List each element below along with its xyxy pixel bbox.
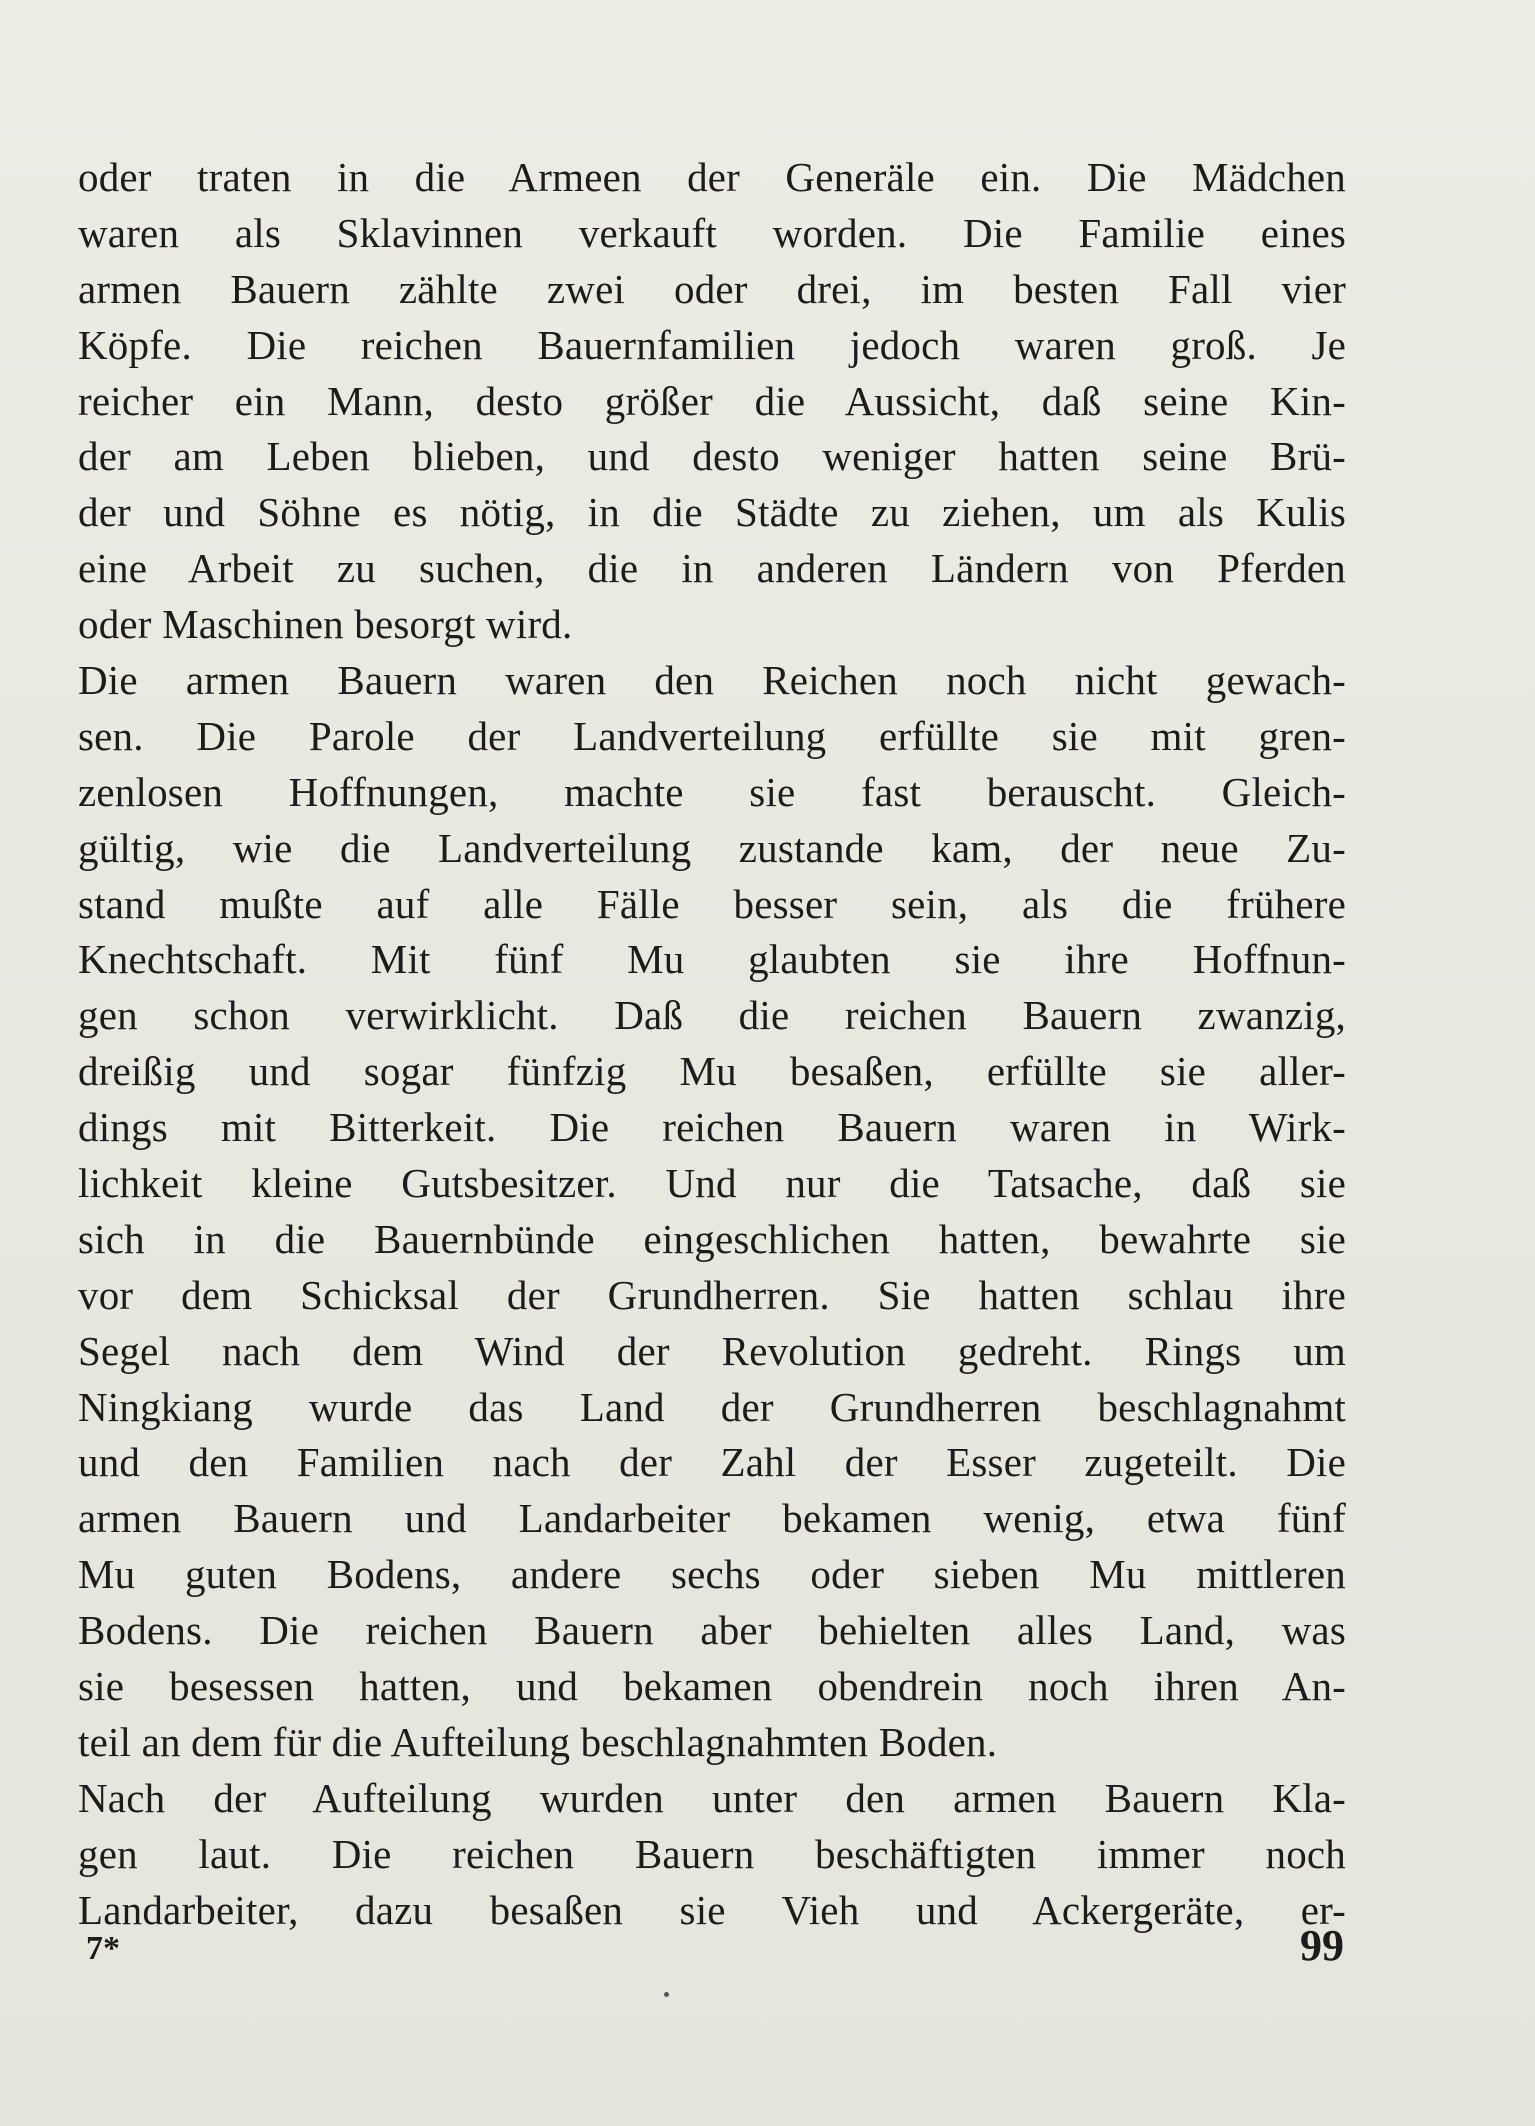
- text-line: eine Arbeit zu suchen, die in anderen Ländern von Pferden: [78, 545, 1346, 592]
- text-line: Nach der Aufteilung wurden unter den armen Bauern Kla-: [78, 1774, 1346, 1821]
- text-line: sen. Die Parole der Landverteilung erfüllte sie mit gren-: [78, 712, 1346, 759]
- text-line: oder Maschinen besorgt wird.: [78, 601, 573, 648]
- text-line: Landarbeiter, dazu besaßen sie Vieh und Ackergeräte, er-: [78, 1886, 1346, 1933]
- text-line: dreißig und sogar fünfzig Mu besaßen, erfüllte sie aller-: [78, 1048, 1346, 1095]
- text-line: zenlosen Hoffnungen, machte sie fast berauscht. Gleich-: [78, 768, 1346, 815]
- text-line: armen Bauern und Landarbeiter bekamen wenig, etwa fünf: [78, 1495, 1346, 1542]
- page-number: 99: [1300, 1921, 1344, 1970]
- text-line: oder traten in die Armeen der Generäle ein. Die Mädchen: [78, 154, 1346, 200]
- text-line: gen laut. Die reichen Bauern beschäftigten immer noch: [78, 1830, 1346, 1877]
- text-line: Köpfe. Die reichen Bauernfamilien jedoch waren groß. Je: [78, 321, 1346, 368]
- text-line: dings mit Bitterkeit. Die reichen Bauern waren in Wirk-: [78, 1104, 1346, 1151]
- text-line: Segel nach dem Wind der Revolution gedreht. Rings um: [78, 1327, 1346, 1374]
- text-line: stand mußte auf alle Fälle besser sein, als die frühere: [78, 880, 1346, 927]
- text-line: Knechtschaft. Mit fünf Mu glaubten sie ihre Hoffnun-: [78, 936, 1346, 983]
- text-line: gen schon verwirklicht. Daß die reichen Bauern zwanzig,: [78, 992, 1346, 1039]
- signature-mark: 7*: [86, 1930, 120, 1967]
- text-line: reicher ein Mann, desto größer die Aussicht, daß seine Kin-: [78, 377, 1346, 424]
- text-line: der am Leben blieben, und desto weniger hatten seine Brü-: [78, 433, 1346, 480]
- text-line: Mu guten Bodens, andere sechs oder sieben Mu mittleren: [78, 1551, 1346, 1598]
- text-line: der und Söhne es nötig, in die Städte zu ziehen, um als Kulis: [78, 489, 1346, 536]
- text-line: vor dem Schicksal der Grundherren. Sie hatten schlau ihre: [78, 1271, 1346, 1318]
- text-line: waren als Sklavinnen verkauft worden. Die Familie eines: [78, 209, 1346, 256]
- paper-speck: [664, 1992, 669, 1997]
- body-text: [78, 150, 1346, 1939]
- text-line: und den Familien nach der Zahl der Esser zugeteilt. Die: [78, 1439, 1346, 1486]
- text-line: sich in die Bauernbünde eingeschlichen hatten, bewahrte sie: [78, 1215, 1346, 1262]
- text-line: gültig, wie die Landverteilung zustande kam, der neue Zu-: [78, 824, 1346, 871]
- text-line: armen Bauern zählte zwei oder drei, im besten Fall vier: [78, 265, 1346, 312]
- text-line: Bodens. Die reichen Bauern aber behielten alles Land, was: [78, 1607, 1346, 1654]
- text-line: sie besessen hatten, und bekamen obendrein noch ihren An-: [78, 1663, 1346, 1710]
- text-line: Die armen Bauern waren den Reichen noch nicht gewach-: [78, 657, 1346, 704]
- text-line: teil an dem für die Aufteilung beschlagnahmten Boden.: [78, 1718, 998, 1765]
- text-line: Ningkiang wurde das Land der Grundherren beschlagnahmt: [78, 1383, 1346, 1430]
- text-line: lichkeit kleine Gutsbesitzer. Und nur die Tatsache, daß sie: [78, 1160, 1346, 1207]
